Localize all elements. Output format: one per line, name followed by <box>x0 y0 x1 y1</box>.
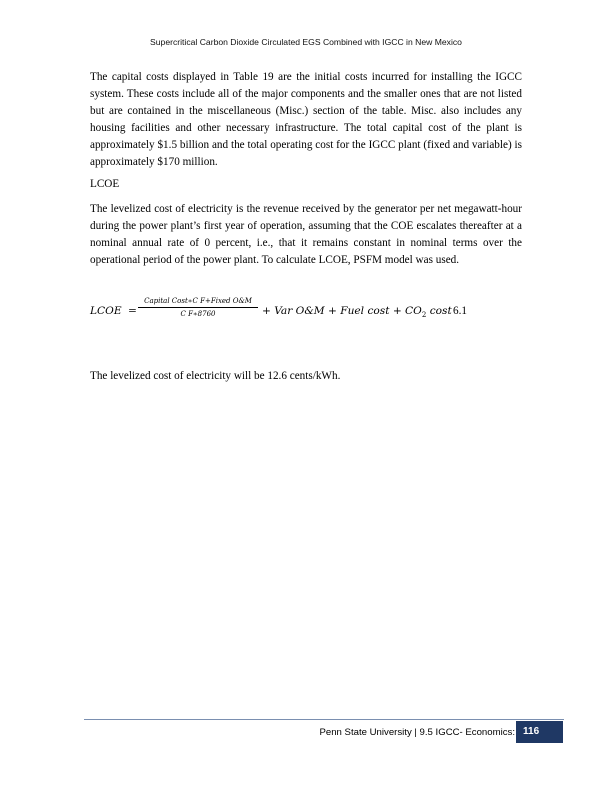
equation-numerator: Capital Cost∗C F+Fixed O&M <box>144 297 252 305</box>
lcoe-equation <box>90 296 530 326</box>
section-heading-lcoe: LCOE <box>90 178 120 190</box>
equation-number: 6.1 <box>453 305 467 317</box>
fraction-bar <box>138 307 258 308</box>
equation-rhs-tail: cost <box>426 305 452 317</box>
paragraph-lcoe-definition: The levelized cost of electricity is the revenue received by the generator per net megawatt-hour during the power plant’s first year of operation, assuming that the COE escalates thereafter at a nominal annual rate of 0 percent, i.e., that it remains constant in nominal terms over the operational period of the power plant. To calculate LCOE, PSFM model was used. <box>90 203 522 267</box>
page-number-badge: 116 <box>516 721 563 743</box>
paragraph-lcoe-result: The levelized cost of electricity will be 12.6 cents/kWh. <box>90 370 341 382</box>
equation-lhs: LCOE <box>90 305 122 317</box>
equation-rhs <box>262 305 452 319</box>
equation-fraction <box>138 296 258 319</box>
equation-denominator: C F∗8760 <box>180 310 216 318</box>
equation-rhs-subscript: 2 <box>421 311 427 320</box>
equation-equals-sign: = <box>128 305 137 317</box>
paragraph-capital-costs: The capital costs displayed in Table 19 are the initial costs incurred for installing the IGCC system. These costs include all of the major components and the smaller ones that are not listed but are contained in the miscellaneous (Misc.) section of the table. Misc. also includes any housing facilities and other necessary infrastructure. The total capital cost of the plant is approximately $1.5 billion and the total operating cost for the IGCC plant (fixed and variable) is approximately $170 million. <box>90 71 522 169</box>
footer-text: Penn State University | 9.5 IGCC- Economics: <box>319 727 515 738</box>
footer-divider <box>84 719 564 720</box>
running-header: Supercritical Carbon Dioxide Circulated EGS Combined with IGCC in New Mexico <box>150 37 462 47</box>
equation-rhs-main: + Var O&M + Fuel cost + CO <box>262 305 422 317</box>
